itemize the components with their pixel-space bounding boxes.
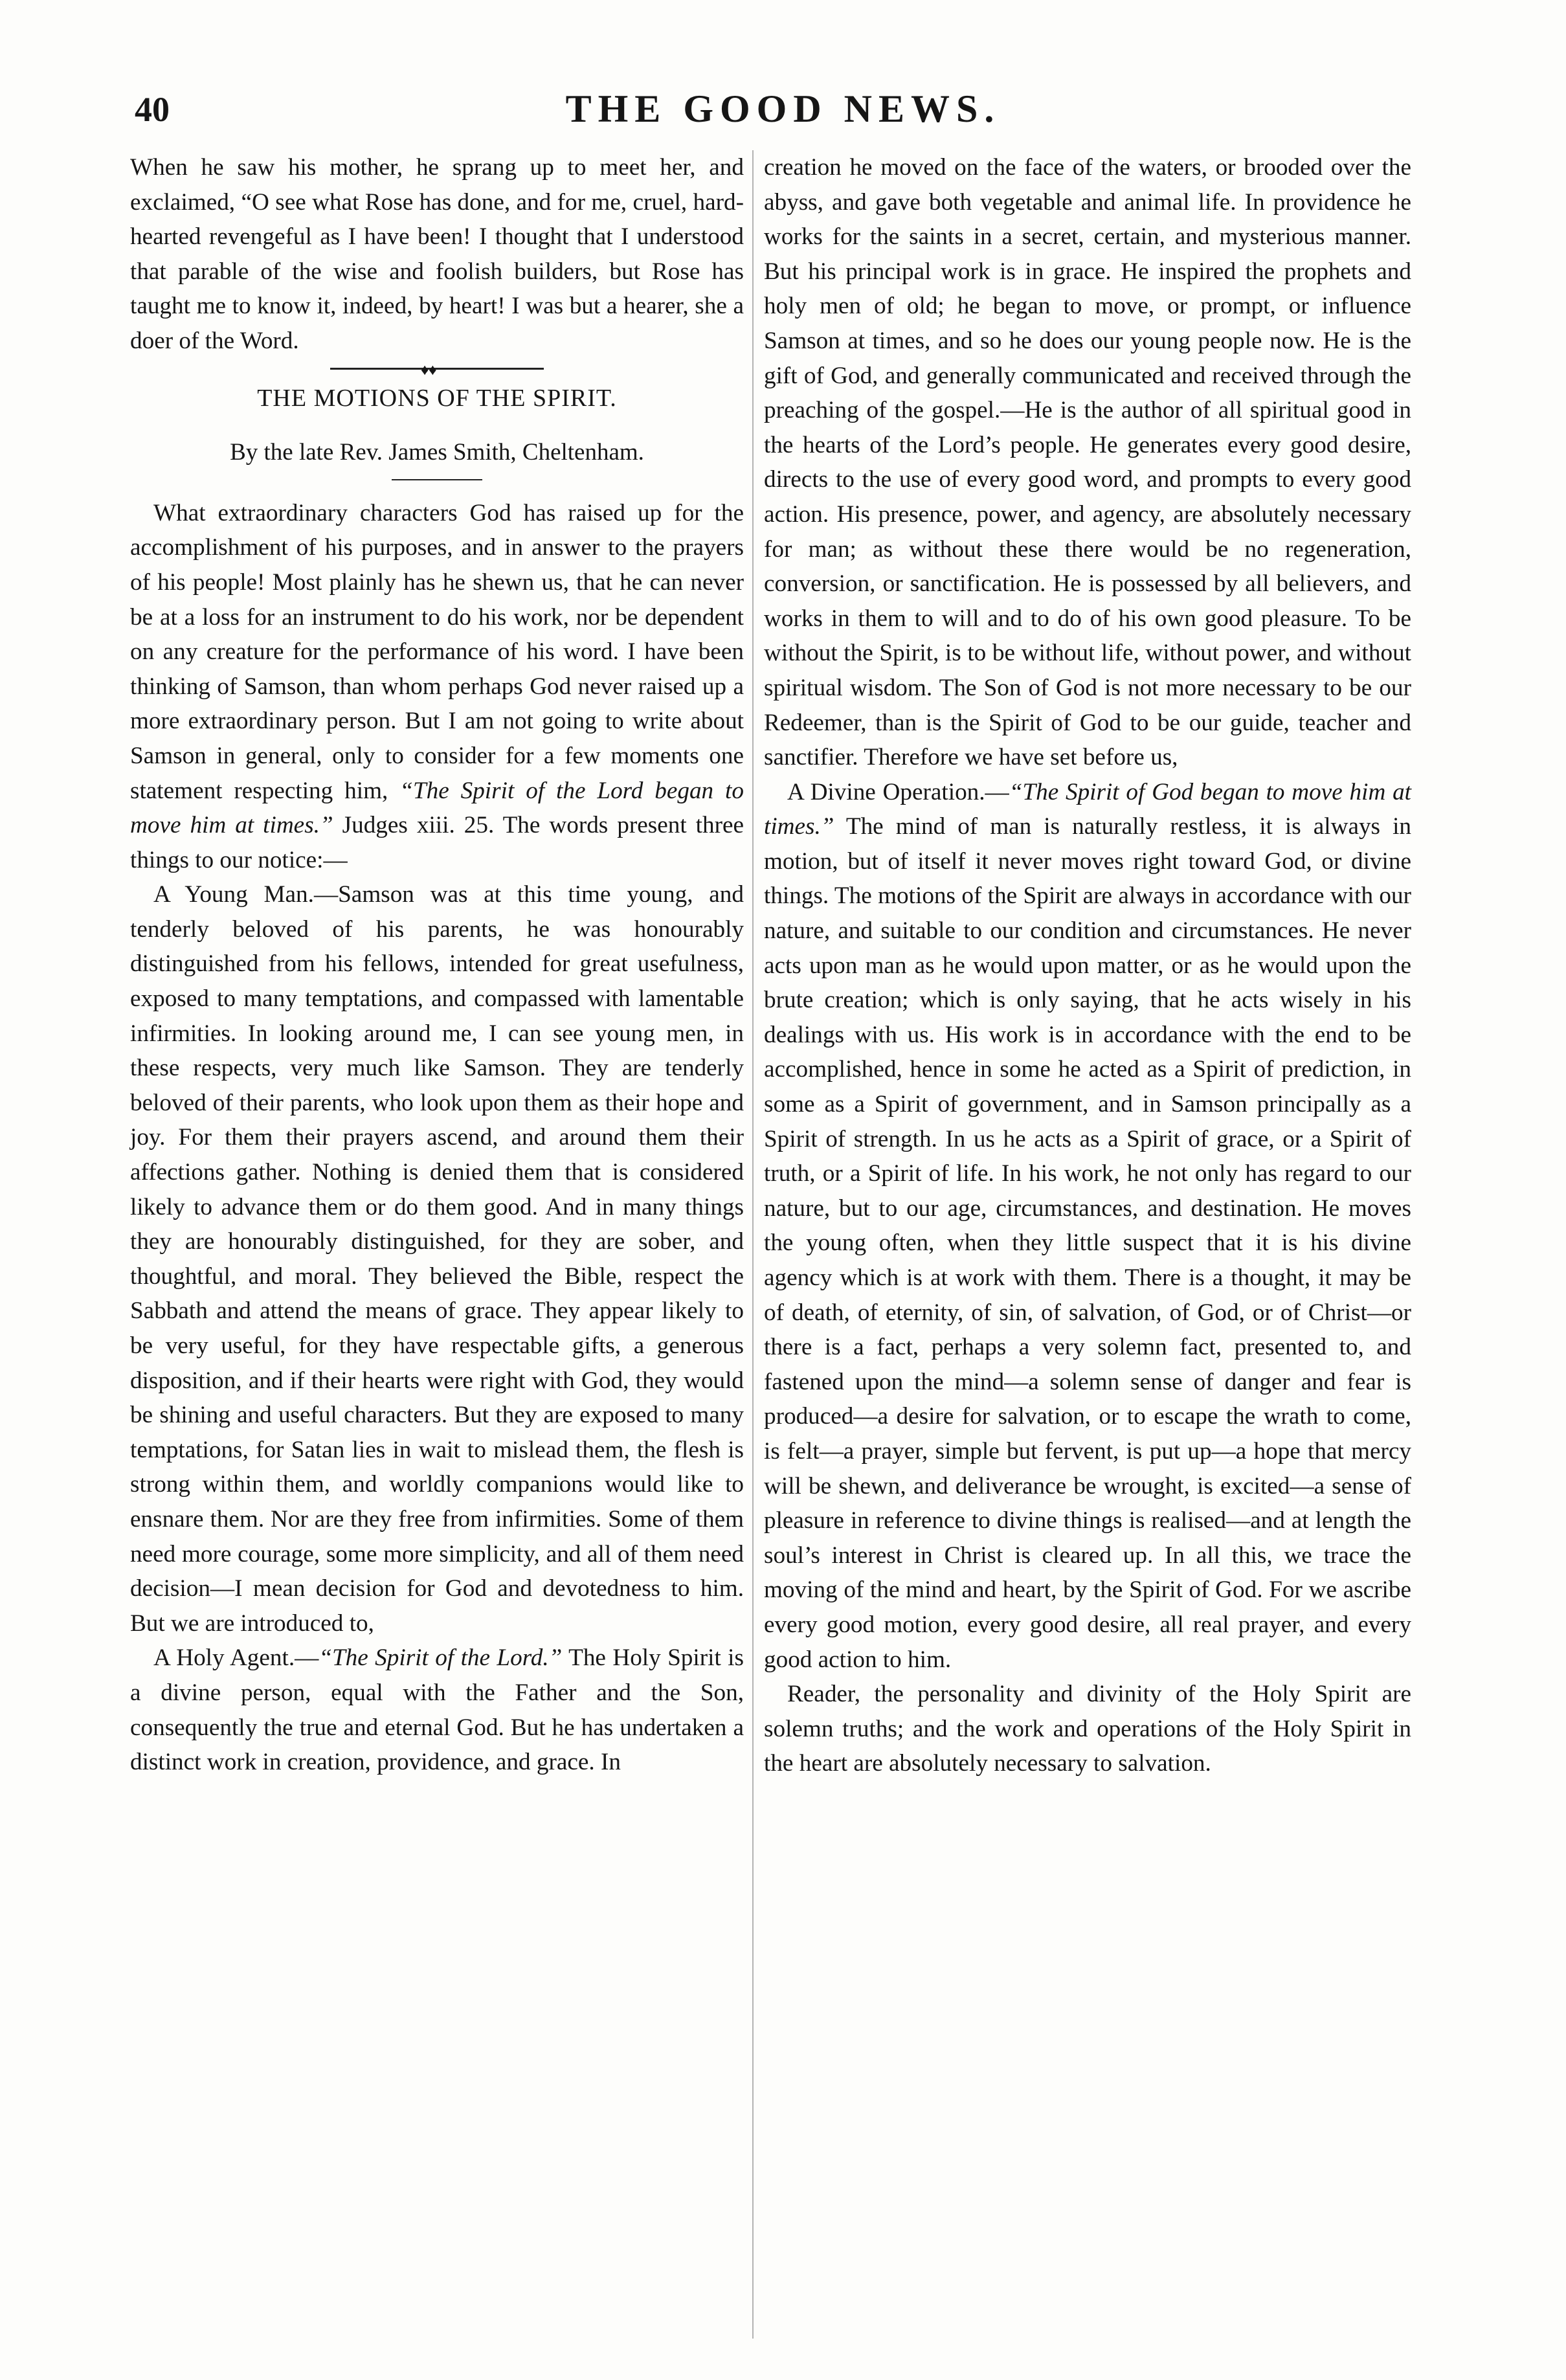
scripture-quote: “The Spirit of the Lord.” xyxy=(319,1645,563,1672)
section-lead: A Holy Agent.— xyxy=(153,1645,319,1672)
column-rule xyxy=(752,150,754,2339)
page-header xyxy=(0,76,1566,148)
paragraph-text: The mind of man is naturally restless, it is always in motion, but of itself it never moves right toward God, or divine things. The motions of the Spirit are always in accordance with our nature, and suitable to our condition and circumstances. He never acts upon man as he would upon matter, or as he would upon the brute creation; which is only saying, that he acts wisely in his dealings with us. His work is in accordance with the end to be accomplished, hence in some he acted as a Spirit of prediction, in some as a Spirit of government, and in Samson principally as a Spirit of strength. In us he acts as a Spirit of grace, or a Spirit of truth, or a Spirit of life. In his work, he not only has regard to our nature, but to our age, circumstances, and destination. He moves the young often, when they little suspect that it is his divine agency which is at work with them. There is a thought, it may be of death, of eternity, of sin, of salvation, of God, or of Christ—or there is a fact, perhaps a very solemn fact, presented to, and fastened upon the mind—a solemn sense of danger and fear is produced—a desire for salvation, or to escape the wrath to come, is felt—a prayer, simple but fervent, is put up—a hope that mercy will be shewn, and deliverance be wrought, is excited—a sense of pleasure in reference to divine things is realised—and at length the soul’s interest in Christ is cleared up. In all this, we trace the moving of the mind and heart, by the Spirit of God. For we ascribe every good motion, every good desire, all real prayer, and every good action to him. xyxy=(764,813,1411,1673)
paragraph: creation he moved on the face of the waters, or brooded over the abyss, and gave both vegetable and animal life. In providence he works for the saints in a secret, certain, and mysterious manner. But his principal work is in grace. He inspired the prophets and holy men of old; he began to move, or prompt, or influence Samson at times, and so he does our young people now. He is the gift of God, and generally communicated and received through the preaching of the gospel.—He is the author of all spiritual good in the hearts of the Lord’s people. He generates every good desire, directs to the use of every good word, and prompts to every good action. His presence, power, and agency, are absolutely necessary for man; as without these there would be no regeneration, conversion, or sanctification. He is possessed by all believers, and works in them to will and to do of his own good pleasure. To be without the Spirit, is to be without life, without power, and without spiritual wisdom. The Son of God is not more necessary to be our Redeemer, than is the Spirit of God to be our guide, teacher and sanctifier. Therefore we have set before us, xyxy=(764,154,1411,771)
paragraph xyxy=(130,877,744,1641)
section-lead: A Young Man. xyxy=(153,881,314,908)
scripture-quote: “The Spirit of God began to move him at times.” xyxy=(764,778,1411,840)
intro-paragraph: When he saw his mother, he sprang up to meet her, and exclaimed, “O see what Rose has done, and for me, cruel, hard-hearted revengeful as I have been! I thought that I understood that parable of the wise and foolish builders, but Rose has taught me to know it, indeed, by heart! I was but a hearer, she a doer of the Word. xyxy=(130,154,744,354)
byline: By the late Rev. James Smith, Cheltenham. xyxy=(230,439,644,466)
paragraph: Reader, the personality and divinity of the Holy Spirit are solemn truths; and the work and operations of the Holy Spirit in the heart are absolutely necessary to salvation. xyxy=(764,1681,1411,1777)
paragraph xyxy=(130,1641,744,1779)
section-lead: A Divine Operation.— xyxy=(787,778,1009,805)
page-number: 40 xyxy=(135,90,170,129)
paragraph xyxy=(764,775,1411,1677)
paragraph-text: The Holy Spirit is a divine person, equal with the Father and the Son, consequently the true and eternal God. But he has undertaken a distinct work in creation, providence, and grace. In xyxy=(130,1645,744,1776)
left-column xyxy=(130,150,744,1780)
byline-rule xyxy=(392,479,482,480)
paragraph xyxy=(130,496,744,878)
paragraph-text: Judges xiii. 25. The words present three things to our notice:— xyxy=(130,812,744,873)
right-column xyxy=(764,150,1411,1781)
paragraph-text: —Samson was at this time young, and tenderly beloved of his parents, he was honourably distinguished from his fellows, intended for great usefulness, exposed to many temptations, and compassed with lamentable infirmities. In looking around me, I can see young men, in these respects, very much like Samson. They are tenderly beloved of their parents, who look upon them as their hope and joy. For them their prayers ascend, and around them their affections gather. Nothing is denied them that is considered likely to advance them or do them good. And in many things they are honourably distinguished, for they are sober, and thoughtful, and moral. They believed the Bible, respect the Sabbath and attend the means of grace. They appear likely to be very useful, for they have respectable gifts, a generous disposition, and if their hearts were right with God, they would be shining and useful characters. But they are exposed to many temptations, for Satan lies in wait to mislead them, the flesh is strong within them, and worldly companions would like to ensnare them. Nor are they free from infirmities. Some of them need more courage, some more simplicity, and all of them need decision—I mean decision for God and devotedness to him. But we are introduced to, xyxy=(130,881,744,1637)
section-divider xyxy=(130,368,744,370)
scripture-quote: “The Spirit of the Lord began to move him at times.” xyxy=(130,777,744,839)
journal-title: THE GOOD NEWS. xyxy=(565,87,1001,130)
article-title: THE MOTIONS OF THE SPIRIT. xyxy=(257,384,617,412)
paragraph-text: What extraordinary characters God has raised up for the accomplishment of his purposes, and in answer to the prayers of his people! Most plainly has he shewn us, that he can never be at a loss for an instrument to do his work, nor be dependent on any creature for the performance of his word. I have been thinking of Samson, than whom perhaps God never raised up a more extraordinary person. But I am not going to write about Samson in general, only to consider for a few moments one statement respecting him, xyxy=(130,499,744,804)
